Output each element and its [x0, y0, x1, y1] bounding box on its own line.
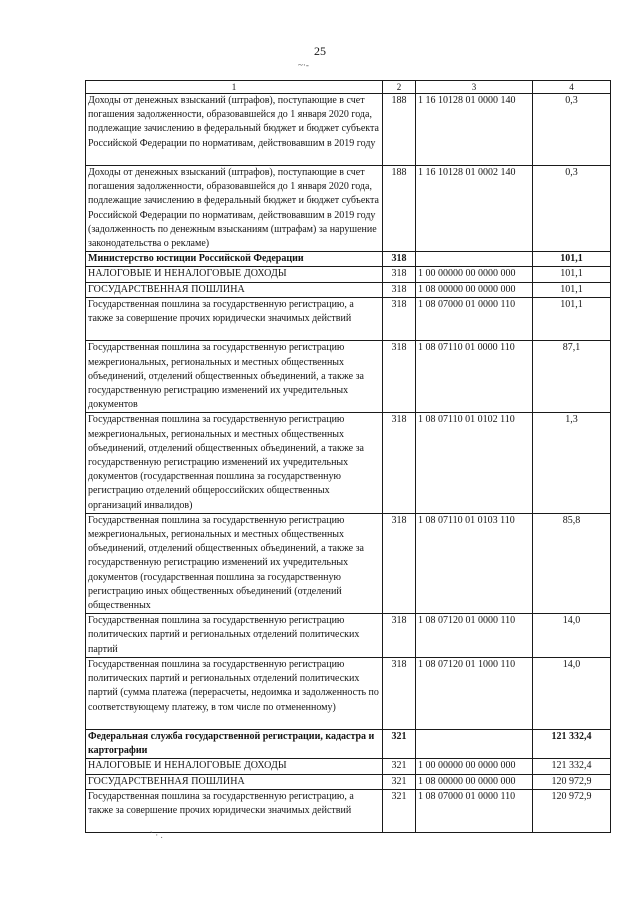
row-amount: 87,1: [533, 341, 611, 413]
row-budget-code: 1 08 07000 01 0000 110: [416, 297, 533, 341]
row-amount: 85,8: [533, 513, 611, 613]
row-amount: 14,0: [533, 657, 611, 729]
row-budget-code: [416, 729, 533, 758]
row-description: НАЛОГОВЫЕ И НЕНАЛОГОВЫЕ ДОХОДЫ: [86, 267, 383, 282]
row-description: Государственная пошлина за государственную регистрацию межрегиональных, региональных и местных общественных объединений, отделений общественных объединений, а также за государственную регистрацию изменений их учредительных документов: [86, 341, 383, 413]
scan-artifact: ~·-: [298, 60, 309, 70]
row-admin-code: 188: [383, 94, 416, 166]
table-row: [86, 341, 611, 413]
row-budget-code: 1 08 07110 01 0102 110: [416, 413, 533, 513]
page-number: 25: [314, 44, 326, 58]
row-description: Федеральная служба государственной регистрации, кадастра и картографии: [86, 729, 383, 758]
table-row: [86, 94, 611, 166]
table-row: [86, 774, 611, 789]
row-amount: 120 972,9: [533, 789, 611, 833]
row-description: Доходы от денежных взысканий (штрафов), поступающие в счет погашения задолженности, образовавшейся до 1 января 2020 года, подлежащие зачислению в федеральный бюджет и бюджет субъекта Российской Федерации по нормативам, действовавшим в 2019 году (задолженность по денежным взысканиям (штрафам) за нарушение законодательства о рекламе): [86, 166, 383, 252]
row-admin-code: 318: [383, 341, 416, 413]
row-budget-code: 1 08 07110 01 0103 110: [416, 513, 533, 613]
scan-artifact-bottom: ` · .: [150, 830, 163, 840]
row-description: Государственная пошлина за государственную регистрацию политических партий и региональных отделений политических партий: [86, 614, 383, 658]
row-description: ГОСУДАРСТВЕННАЯ ПОШЛИНА: [86, 282, 383, 297]
table-row: [86, 166, 611, 252]
table-row: [86, 513, 611, 613]
row-budget-code: 1 00 00000 00 0000 000: [416, 759, 533, 774]
header-col-2: 2: [383, 81, 416, 94]
revenue-table: [85, 80, 611, 833]
row-description: НАЛОГОВЫЕ И НЕНАЛОГОВЫЕ ДОХОДЫ: [86, 759, 383, 774]
table-header-row: [86, 81, 611, 94]
table-row: [86, 729, 611, 758]
row-admin-code: 321: [383, 729, 416, 758]
row-description: Доходы от денежных взысканий (штрафов), поступающие в счет погашения задолженности, образовавшейся до 1 января 2020 года, подлежащие зачислению в федеральный бюджет и бюджет субъекта Российской Федерации по нормативам, действовавшим в 2019 году: [86, 94, 383, 166]
row-description: Министерство юстиции Российской Федерации: [86, 252, 383, 267]
header-col-4: 4: [533, 81, 611, 94]
table-row: [86, 657, 611, 729]
row-amount: 1,3: [533, 413, 611, 513]
row-budget-code: 1 08 07110 01 0000 110: [416, 341, 533, 413]
row-admin-code: 321: [383, 789, 416, 833]
row-budget-code: 1 08 07000 01 0000 110: [416, 789, 533, 833]
row-description: Государственная пошлина за государственную регистрацию межрегиональных, региональных и местных общественных объединений, отделений общественных объединений, а также за государственную регистрацию изменений их учредительных документов (государственная пошлина за государственную регистрацию иных общественных объединений (отделений общественных: [86, 513, 383, 613]
row-admin-code: 321: [383, 774, 416, 789]
table-row: [86, 759, 611, 774]
header-col-3: 3: [416, 81, 533, 94]
row-budget-code: 1 00 00000 00 0000 000: [416, 267, 533, 282]
row-amount: 0,3: [533, 94, 611, 166]
row-amount: 121 332,4: [533, 759, 611, 774]
table-row: [86, 267, 611, 282]
row-amount: 14,0: [533, 614, 611, 658]
row-admin-code: 318: [383, 413, 416, 513]
row-budget-code: 1 16 10128 01 0002 140: [416, 166, 533, 252]
row-budget-code: 1 08 00000 00 0000 000: [416, 774, 533, 789]
row-description: Государственная пошлина за государственную регистрацию, а также за совершение прочих юридически значимых действий: [86, 297, 383, 341]
row-admin-code: 321: [383, 759, 416, 774]
row-admin-code: 318: [383, 614, 416, 658]
table-row: [86, 413, 611, 513]
row-amount: 0,3: [533, 166, 611, 252]
table-row: [86, 252, 611, 267]
row-budget-code: 1 16 10128 01 0000 140: [416, 94, 533, 166]
row-amount: 101,1: [533, 282, 611, 297]
row-admin-code: 318: [383, 252, 416, 267]
row-description: ГОСУДАРСТВЕННАЯ ПОШЛИНА: [86, 774, 383, 789]
row-budget-code: 1 08 07120 01 0000 110: [416, 614, 533, 658]
row-admin-code: 318: [383, 282, 416, 297]
row-description: Государственная пошлина за государственную регистрацию, а также за совершение прочих юридически значимых действий: [86, 789, 383, 833]
row-admin-code: 318: [383, 657, 416, 729]
table-row: [86, 789, 611, 833]
row-budget-code: 1 08 07120 01 1000 110: [416, 657, 533, 729]
row-description: Государственная пошлина за государственную регистрацию межрегиональных, региональных и местных общественных объединений, отделений общественных объединений, а также за государственную регистрацию изменений их учредительных документов (государственная пошлина за государственную регистрацию отделений общероссийских общественных организаций инвалидов): [86, 413, 383, 513]
row-budget-code: 1 08 00000 00 0000 000: [416, 282, 533, 297]
header-col-1: 1: [86, 81, 383, 94]
row-amount: 101,1: [533, 252, 611, 267]
row-budget-code: [416, 252, 533, 267]
row-amount: 120 972,9: [533, 774, 611, 789]
table-row: [86, 614, 611, 658]
row-description: Государственная пошлина за государственную регистрацию политических партий и региональных отделений политических партий (сумма платежа (перерасчеты, недоимка и задолженность по соответствующему платежу, в том числе по отмененному): [86, 657, 383, 729]
row-admin-code: 318: [383, 267, 416, 282]
table-row: [86, 297, 611, 341]
table-row: [86, 282, 611, 297]
row-amount: 101,1: [533, 267, 611, 282]
row-admin-code: 318: [383, 297, 416, 341]
row-admin-code: 188: [383, 166, 416, 252]
row-amount: 121 332,4: [533, 729, 611, 758]
row-amount: 101,1: [533, 297, 611, 341]
row-admin-code: 318: [383, 513, 416, 613]
